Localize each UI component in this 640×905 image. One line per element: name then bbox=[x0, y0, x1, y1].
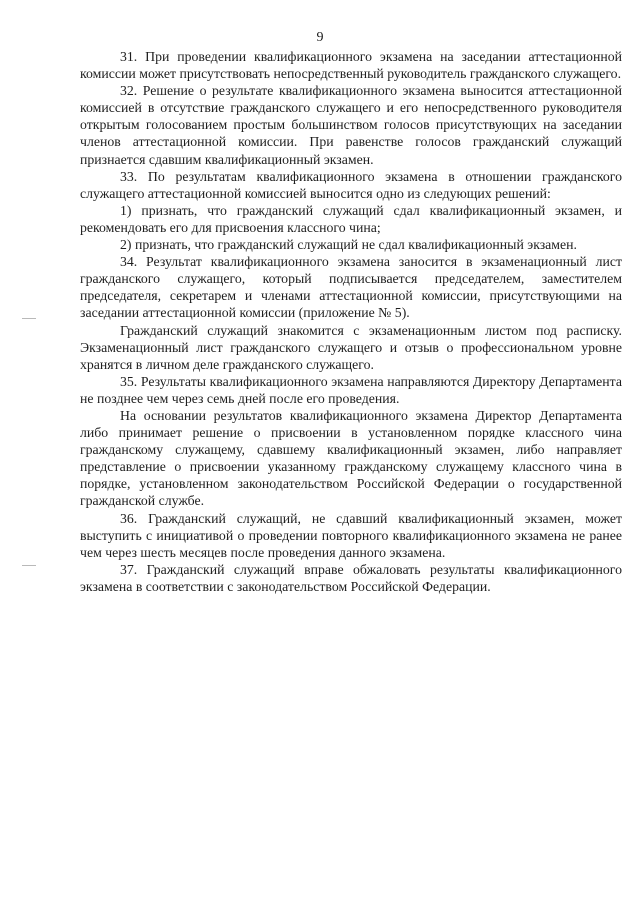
page-number: 9 bbox=[316, 30, 324, 45]
paragraph-33-item-2: 2) признать, что гражданский служащий не сдал квалификационный экзамен. bbox=[120, 237, 577, 253]
scan-mark bbox=[22, 318, 36, 319]
paragraph-32: 32. Решение о результате квалификационного экзамена выносится аттестационной комиссией в отсутствие гражданского служащего и его непосредственного руководителя открытым голосованием простым большинством голосов присутствующих на заседании членов аттестационной комиссии. При равенстве голосов гражданский служащий признается сдавшим квалификационный экзамен. bbox=[80, 83, 622, 167]
paragraph-31: 31. При проведении квалификационного экзамена на заседании аттестационной комиссии может присутствовать непосредственный руководитель гражданского служащего. bbox=[80, 49, 622, 82]
paragraph-34-continued: Гражданский служащий знакомится с экзаменационным листом под расписку. Экзаменационный лист гражданского служащего и отзыв о профессиональном уровне хранятся в личном деле гражданского служащего. bbox=[80, 322, 622, 372]
paragraph-35-continued: На основании результатов квалификационного экзамена Директор Департамента либо принимает решение о присвоении в установленном порядке классного чина гражданскому служащему, сдавшему квалификационный экзамен, либо направляет представление о присвоении указанному гражданскому служащему классного чина в порядке, установленном законодательством Российской Федерации о государственной гражданской службе. bbox=[80, 407, 622, 509]
paragraph-37: 37. Гражданский служащий вправе обжаловать результаты квалификационного экзамена в соответствии с законодательством Российской Федерации. bbox=[80, 561, 622, 594]
paragraph-33-item-1: 1) признать, что гражданский служащий сдал квалификационный экзамен, и рекомендовать его для присвоения классного чина; bbox=[80, 202, 622, 235]
paragraph-33: 33. По результатам квалификационного экзамена в отношении гражданского служащего аттестационной комиссией выносится одно из следующих решений: bbox=[80, 168, 622, 201]
scan-mark bbox=[22, 565, 36, 566]
paragraph-34: 34. Результат квалификационного экзамена заносится в экзаменационный лист гражданского служащего, который подписывается председателем, заместителем председателя, секретарем и членами аттестационной комиссии, присутствующими на заседании аттестационной комиссии (приложение № 5). bbox=[80, 254, 622, 321]
paragraph-36: 36. Гражданский служащий, не сдавший квалификационный экзамен, может выступить с инициативой о проведении повторного квалификационного экзамена не ранее чем через шесть месяцев после проведения данного экзамена. bbox=[80, 510, 622, 560]
paragraph-35: 35. Результаты квалификационного экзамена направляются Директору Департамента не позднее чем через семь дней после его проведения. bbox=[80, 373, 622, 406]
document-body bbox=[80, 48, 622, 595]
